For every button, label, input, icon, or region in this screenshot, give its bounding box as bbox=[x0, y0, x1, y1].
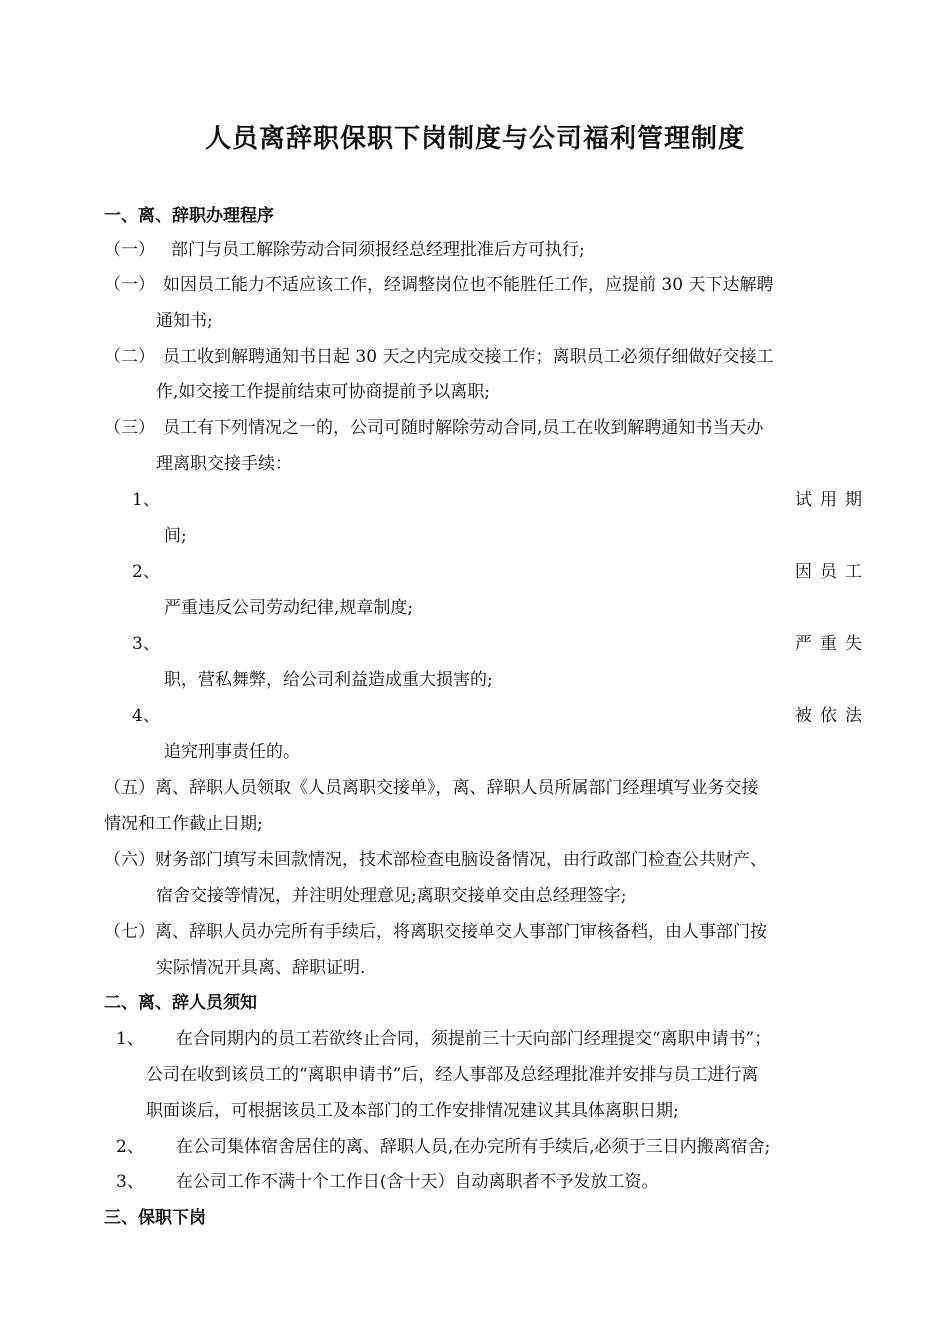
section-2-heading: 二、离、辞人员须知 bbox=[104, 993, 257, 1013]
s1-para-0 bbox=[104, 238, 862, 262]
s1-para-5-text-a: （五）离、辞职人员领取《人员离职交接单》，离、辞职人员所属部门经理填写业务交接 bbox=[104, 778, 759, 798]
s1-item-3-text-b: 职，营私舞弊，给公司利益造成重大损害的; bbox=[164, 670, 493, 690]
s2-item-2-num: 2、 bbox=[116, 1137, 144, 1157]
s1-para-3-text-a: 员工有下列情况之一的，公司可随时解除劳动合同,员工在收到解聘通知书当天办 bbox=[163, 418, 764, 438]
s1-item-4-num: 4、 bbox=[132, 706, 160, 726]
s1-item-1-text-a: 试用期 bbox=[795, 490, 870, 510]
s2-item-1-num: 1、 bbox=[116, 1029, 144, 1049]
s1-para-7-text-b: 实际情况开具离、辞职证明. bbox=[156, 958, 366, 978]
s1-para-2-text-b: 作,如交接工作提前结束可协商提前予以离职; bbox=[156, 382, 491, 402]
s2-item-1-text-c: 职面谈后，可根据该员工及本部门的工作安排情况建议其具体离职日期; bbox=[146, 1101, 679, 1121]
s2-item-3-num: 3、 bbox=[116, 1172, 144, 1192]
s1-item-4-text-b: 追究刑事责任的。 bbox=[164, 742, 300, 762]
document-title: 人员离辞职保职下岗制度与公司福利管理制度 bbox=[204, 124, 745, 154]
s1-para-3-line-a bbox=[104, 416, 862, 440]
s1-item-2-line-a bbox=[104, 560, 870, 584]
s1-item-1-text-b: 间; bbox=[164, 526, 187, 546]
s1-para-1-text-b: 通知书; bbox=[156, 311, 213, 331]
s1-para-2-text-a: 员工收到解聘通知书日起 30 天之内完成交接工作；离职员工必须仔细做好交接工 bbox=[163, 347, 774, 367]
s1-item-4-text-a: 被依法 bbox=[795, 706, 870, 726]
s1-item-2-text-b: 严重违反公司劳动纪律,规章制度; bbox=[164, 598, 414, 618]
s1-item-3-num: 3、 bbox=[132, 634, 160, 654]
s1-item-1-line-a bbox=[104, 488, 870, 512]
s1-item-2-text-a: 因员工 bbox=[795, 562, 870, 582]
s1-para-0-num: （一） bbox=[104, 240, 155, 260]
s1-para-5-text-b: 情况和工作截止日期; bbox=[104, 814, 263, 834]
s2-item-1-line-a bbox=[104, 1027, 862, 1051]
s1-item-4-line-a bbox=[104, 704, 870, 728]
section-3-heading: 三、保职下岗 bbox=[104, 1208, 206, 1228]
s2-item-2-text: 在公司集体宿舍居住的离、辞职人员,在办完所有手续后,必须于三日内搬离宿舍; bbox=[175, 1137, 771, 1157]
s1-para-1-num: （一） bbox=[104, 275, 155, 295]
s2-item-1-text-b: 公司在收到该员工的“离职申请书”后，经人事部及总经理批准并安排与员工进行离 bbox=[146, 1065, 759, 1085]
s2-item-1-text-a: 在合同期内的员工若欲终止合同，须提前三十天向部门经理提交“离职申请书”； bbox=[175, 1029, 772, 1049]
s1-para-3-num: （三） bbox=[104, 418, 155, 438]
s2-item-3-text: 在公司工作不满十个工作日(含十天）自动离职者不予发放工资。 bbox=[175, 1172, 659, 1192]
s1-para-6-text-b: 宿舍交接等情况，并注明处理意见;离职交接单交由总经理签字; bbox=[156, 886, 627, 906]
s1-item-3-text-a: 严重失 bbox=[795, 634, 870, 654]
section-1-heading: 一、离、辞职办理程序 bbox=[104, 206, 274, 226]
s1-item-3-line-a bbox=[104, 632, 870, 656]
s1-para-1-text-a: 如因员工能力不适应该工作，经调整岗位也不能胜任工作，应提前 30 天下达解聘 bbox=[163, 275, 774, 295]
s1-para-2-num: （二） bbox=[104, 347, 155, 367]
s1-para-6-text-a: （六）财务部门填写未回款情况，技术部检查电脑设备情况，由行政部门检查公共财产、 bbox=[104, 850, 767, 870]
s1-para-3-text-b: 理离职交接手续： bbox=[156, 454, 292, 474]
s1-item-1-num: 1、 bbox=[132, 490, 160, 510]
s1-item-2-num: 2、 bbox=[132, 562, 160, 582]
s2-item-3-line bbox=[104, 1170, 862, 1194]
s1-para-2-line-a bbox=[104, 345, 862, 369]
s2-item-2-line bbox=[104, 1135, 862, 1159]
s1-para-7-text-a: （七）离、辞职人员办完所有手续后，将离职交接单交人事部门审核备档，由人事部门按 bbox=[104, 922, 767, 942]
s1-para-1-line-a bbox=[104, 273, 862, 297]
s1-para-0-text: 部门与员工解除劳动合同须报经总经理批准后方可执行; bbox=[171, 240, 585, 260]
